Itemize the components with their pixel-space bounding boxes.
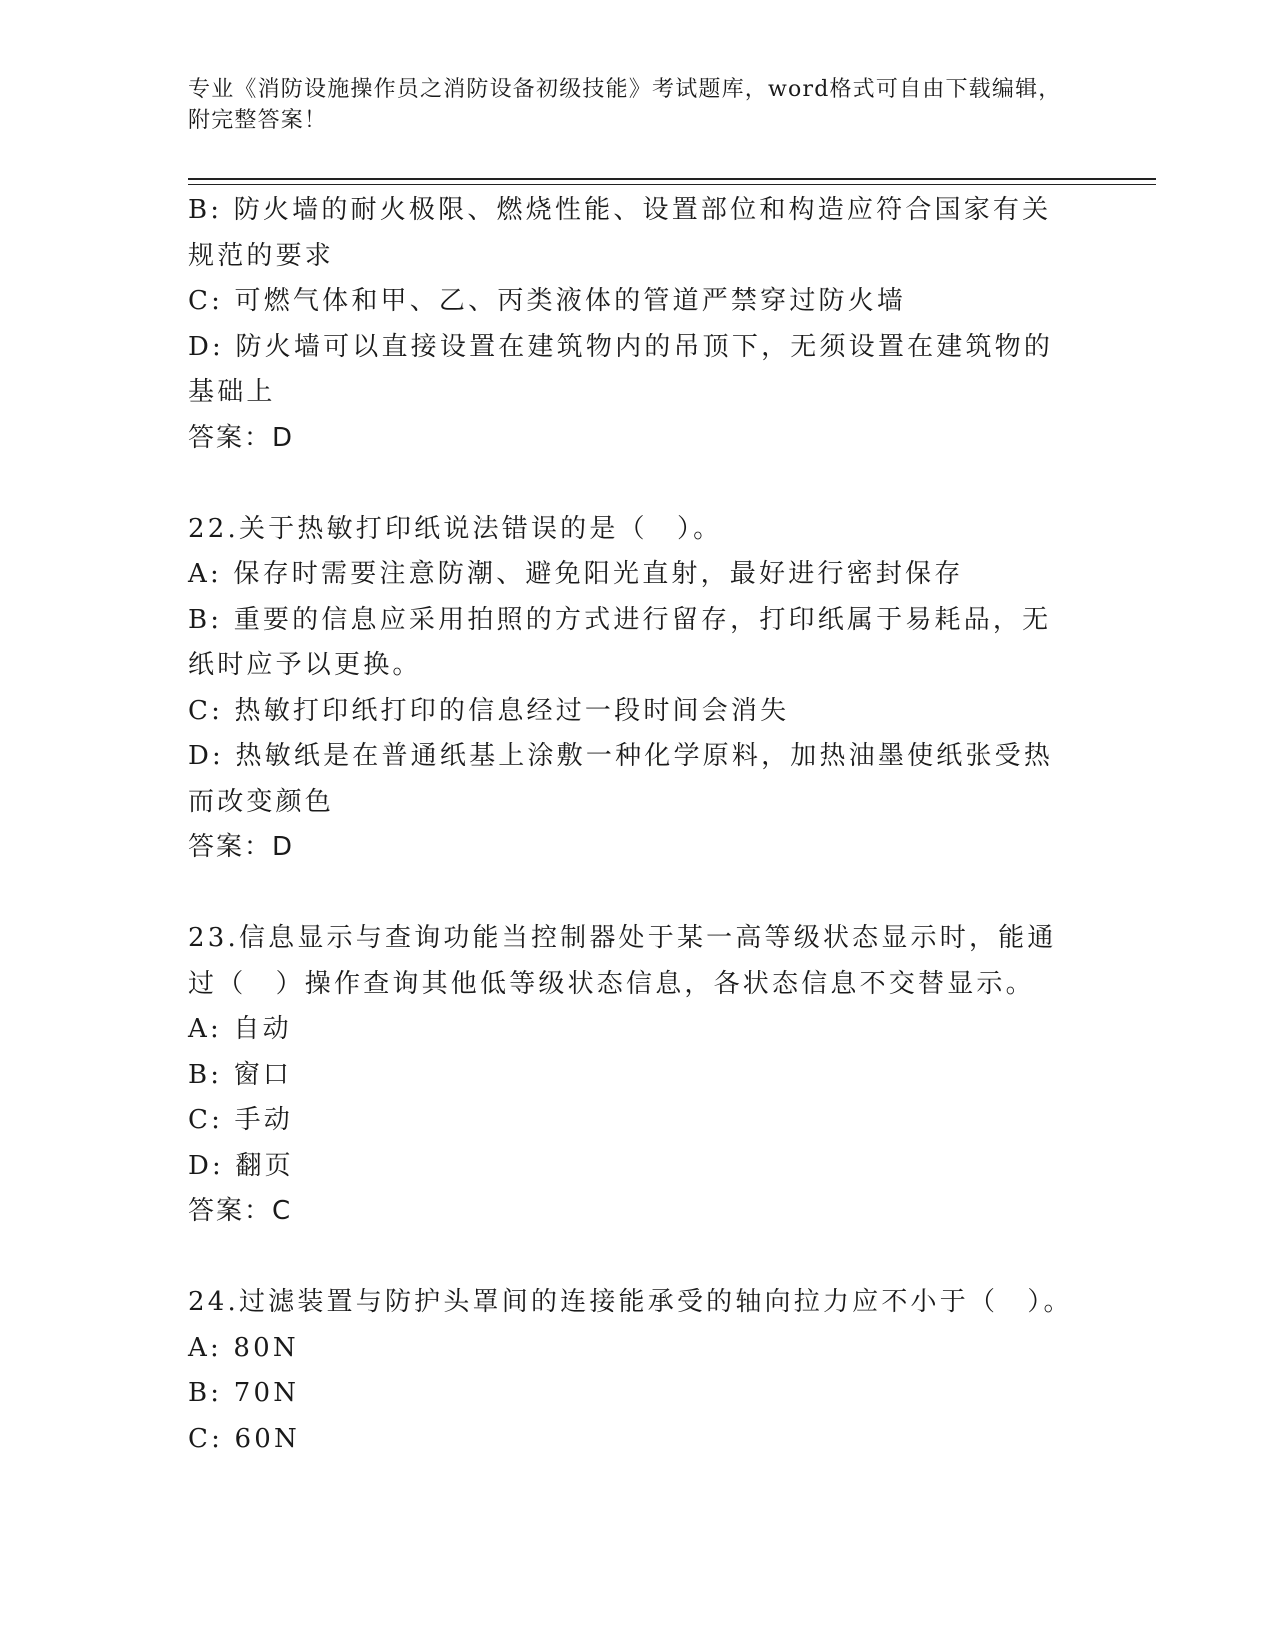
- option-a: A: 保存时需要注意防潮、避免阳光直射，最好进行密封保存: [188, 559, 964, 589]
- header-text: 专业《消防设施操作员之消防设备初级技能》考试题库，word格式可自由下载编辑，附完整答案！: [188, 77, 1062, 133]
- question-24: [188, 1280, 1078, 1462]
- option-d: D: 防火墙可以直接设置在建筑物内的吊顶下，无须设置在建筑物的基础上: [188, 331, 1054, 407]
- spacer: [188, 871, 1078, 917]
- option-c: C: 可燃气体和甲、乙、丙类液体的管道严禁穿过防火墙: [188, 286, 907, 316]
- option-c: C: 60N: [188, 1423, 300, 1454]
- option-b: B: 防火墙的耐火极限、燃烧性能、设置部位和构造应符合国家有关规范的要求: [188, 195, 1052, 271]
- question-23: [188, 916, 1078, 1235]
- option-d: D: 翻页: [188, 1150, 294, 1181]
- header-divider-thick: [188, 178, 1156, 180]
- spacer: [188, 1235, 1078, 1281]
- option-c: C: 热敏打印纸打印的信息经过一段时间会消失: [188, 695, 790, 726]
- document-header: [188, 74, 1078, 136]
- option-d: D: 热敏纸是在普通纸基上涂敷一种化学原料，加热油墨使纸张受热而改变颜色: [188, 741, 1054, 817]
- question-stem: 23.信息显示与查询功能当控制器处于某一高等级状态显示时，能通过（ ）操作查询其他低等级状态信息，各状态信息不交替显示。: [188, 923, 1057, 999]
- header-divider-thin: [188, 184, 1156, 185]
- option-a: A: 自动: [188, 1014, 292, 1044]
- answer-label: 答案：D: [188, 832, 295, 862]
- question-list: [188, 188, 1078, 1462]
- spacer: [188, 461, 1078, 507]
- option-a: A: 80N: [188, 1332, 299, 1363]
- option-b: B: 70N: [188, 1378, 300, 1408]
- option-b: B: 重要的信息应采用拍照的方式进行留存，打印纸属于易耗品，无纸时应予以更换。: [188, 604, 1052, 680]
- option-c: C: 手动: [188, 1105, 293, 1135]
- answer-label: 答案：C: [188, 1196, 293, 1226]
- answer-label: 答案：D: [188, 422, 295, 453]
- option-b: B: 窗口: [188, 1059, 293, 1090]
- question-22: [188, 507, 1078, 871]
- prev-question: [188, 188, 1078, 461]
- question-stem: 22.关于热敏打印纸说法错误的是（ ）。: [188, 513, 723, 544]
- question-stem: 24.过滤装置与防护头罩间的连接能承受的轴向拉力应不小于（ ）。: [188, 1287, 1073, 1317]
